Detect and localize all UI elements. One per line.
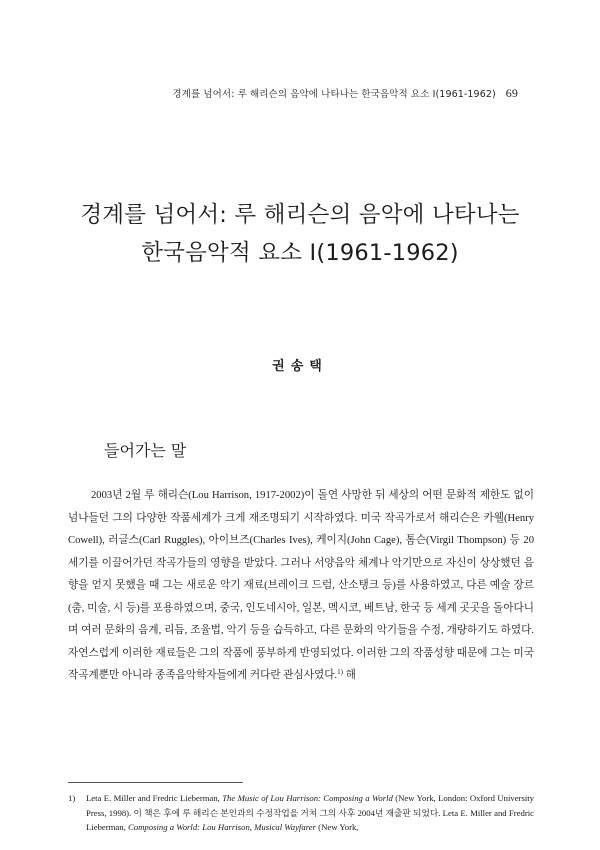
section-heading: 들어가는 말 [104,441,187,460]
paragraph-tail: 해 [342,670,356,681]
paragraph-text: 2003년 2월 루 해리슨(Lou Harrison, 1917-2002)이 돌연 사망한 뒤 세상의 어떤 문화적 제한도 없이 넘나들던 그의 다양한 작품세계가 크게 재조명되기 시작하였다. 미국 작곡가로서 해리슨은 카웰(Henry Cowell), 러글스(Carl Ruggles), 아이브즈(Charles Ives), 케이지(John Cage), 톰슨(Virgil Thompson) 등 20세기를 이끌어가던 작곡가들의 영향을 받았다. 그러나 서양음악 체계나 악기만으로 자신이 상상했던 음향을 얻지 못했을 때 그는 새로운 악기 재료(브레이크 드럼, 산소탱크 등)를 사용하였고, 다른 예술 장르(춤, 미술, 시 등)를 포용하였으며, 중국, 인도네시아, 일본, 멕시코, 베트남, 한국 등 세계 곳곳을 돌아다니며 여러 문화의 음계, 리듬, 조율법, 악기 등을 습득하고, 다른 문화의 악기들을 수정, 개량하기도 하였다. 자연스럽게 이러한 재료들은 그의 작품에 풍부하게 반영되었다. 이러한 그의 작품성향 때문에 그는 미국 작곡계뿐만 아니라 종족음악학자들에게 커다란 관심사였다. [68,490,534,681]
footnotes [68,791,534,835]
running-head [120,86,518,101]
footnote-text-part: Leta E. Miller and Fredric Lieberman, [86,793,223,803]
footnote-book-title: The Music of Lou Harrison: Composing a World [222,793,393,803]
footnote-item [68,791,534,835]
footnote-reference[interactable]: 1) [337,668,343,676]
footnote-book-title: Composing a World: Lou Harrison, Musical Wayfarer [127,822,316,832]
article-title-line-2: 한국음악적 요소 I(1961-1962) [141,240,459,266]
article-title-line-1: 경계를 넘어서: 루 해리슨의 음악에 나타나는 [80,202,520,228]
page-number: 69 [505,86,518,100]
footnote-text-part: (New York, London: Oxford University Press, 1998). 이 책은 후에 루 해리슨 본인과의 수정작업을 거쳐 그의 사후 2004년 재출판 되었다. Leta E. Miller and Fredric Lieberman, [86,793,535,832]
body-text [68,485,534,688]
footnote-number: 1) [68,793,76,803]
footnote-divider [68,782,243,783]
running-head-title: 경계를 넘어서: 루 해리슨의 음악에 나타나는 한국음악적 요소 I(1961-1962) [172,89,496,100]
author-name: 권송택 [272,359,328,374]
body-paragraph [68,485,534,688]
footnote-text-part: (New York, [316,822,359,832]
footnote-text [86,791,534,835]
article-title [40,196,560,272]
